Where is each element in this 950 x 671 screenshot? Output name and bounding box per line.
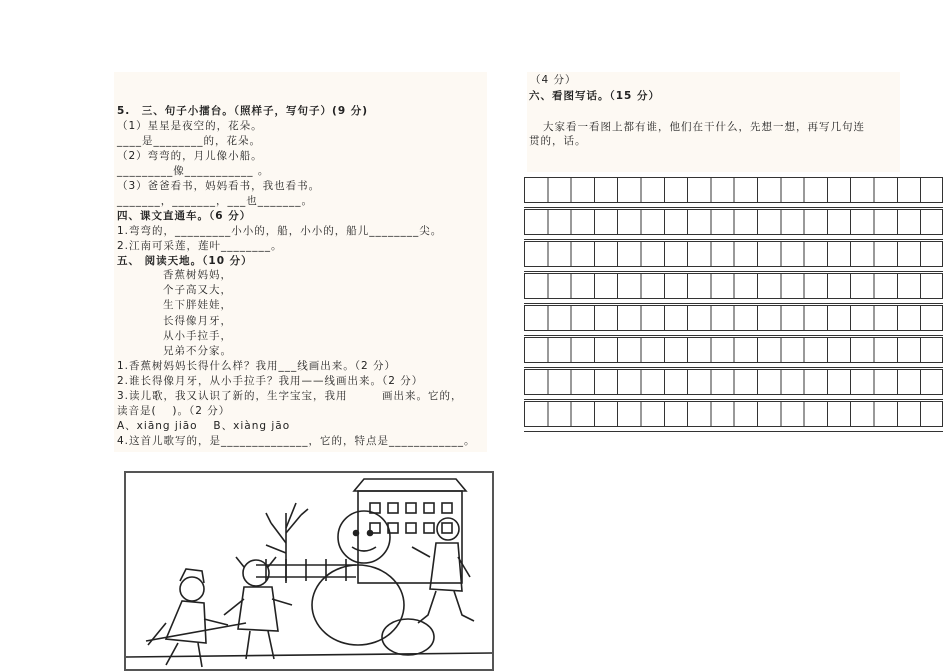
grid-divider <box>524 335 943 336</box>
poem-line: 从小手拉手， <box>163 330 232 342</box>
example-1-blank: ____是________的，花朵。 <box>117 135 261 147</box>
grid-divider <box>524 431 943 432</box>
section-6-instruction: 大家看一看图上都有谁，他们在干什么，先想一想，再写几句连 <box>543 121 865 133</box>
section-6-instruction-cont: 贯的，话。 <box>529 135 587 147</box>
grid-row[interactable] <box>524 337 943 363</box>
poem-line: 兄弟不分家。 <box>163 345 232 357</box>
grid-row[interactable] <box>524 401 943 427</box>
reading-q3-options: A、xiāng jiāo B、xiàng jāo <box>117 420 291 432</box>
reading-q4: 4.这首儿歌写的，是______________，它的，特点是____________。 <box>117 435 476 447</box>
snowman-illustration <box>124 471 494 671</box>
grid-row[interactable] <box>524 209 943 235</box>
grid-divider <box>524 367 943 368</box>
poem-line: 长得像月牙， <box>163 315 232 327</box>
reading-q3: 3.读儿歌，我又认识了新的，生字宝宝，我用 画出来。它的， <box>117 390 463 402</box>
reading-q1: 1.香蕉树妈妈长得什么样？我用___线画出来。（2 分） <box>117 360 397 372</box>
reading-q2: 2.谁长得像月牙，从小手拉手？我用——线画出来。（2 分） <box>117 375 424 387</box>
section-4-title: 四、课文直通车。（6 分） <box>117 210 252 222</box>
grid-divider <box>524 303 943 304</box>
child-middle <box>224 557 292 659</box>
grid-row[interactable] <box>524 177 943 203</box>
grid-row[interactable] <box>524 273 943 299</box>
example-1: （1）星星是夜空的，花朵。 <box>117 120 263 132</box>
grid-divider <box>524 239 943 240</box>
grid-row[interactable] <box>524 241 943 267</box>
example-2-blank: _________像___________ 。 <box>117 165 270 177</box>
section-3-title: 5. 三、句子小擂台。（照样子，写句子）(9 分) <box>117 105 369 117</box>
poem-line: 生下胖娃娃， <box>163 299 232 311</box>
section-4-q1: 1.弯弯的，_________小小的，船，小小的，船儿________尖。 <box>117 225 443 237</box>
grid-divider <box>524 271 943 272</box>
grid-divider <box>524 207 943 208</box>
bare-tree <box>266 503 308 583</box>
grid-row[interactable] <box>524 369 943 395</box>
writing-grid[interactable] <box>524 177 943 437</box>
poem-line: 香蕉树妈妈， <box>163 269 232 281</box>
section-6-title: 六、看图写话。（15 分） <box>529 90 661 102</box>
section-5-title: 五、 阅读天地。（10 分） <box>117 255 253 267</box>
reading-q3-answer: 读音是( )。（2 分） <box>117 405 231 417</box>
score-note: （4 分） <box>530 74 577 86</box>
example-2: （2）弯弯的，月儿像小船。 <box>117 150 263 162</box>
example-3-blank: _______，_______，___也_______。 <box>117 195 313 207</box>
grid-divider <box>524 399 943 400</box>
section-4-q2: 2.江南可采莲，莲叶________。 <box>117 240 283 252</box>
poem-line: 个子高又大， <box>163 284 232 296</box>
grid-row[interactable] <box>524 305 943 331</box>
example-3: （3）爸爸看书，妈妈看书，我也看书。 <box>117 180 321 192</box>
child-left <box>146 569 246 667</box>
